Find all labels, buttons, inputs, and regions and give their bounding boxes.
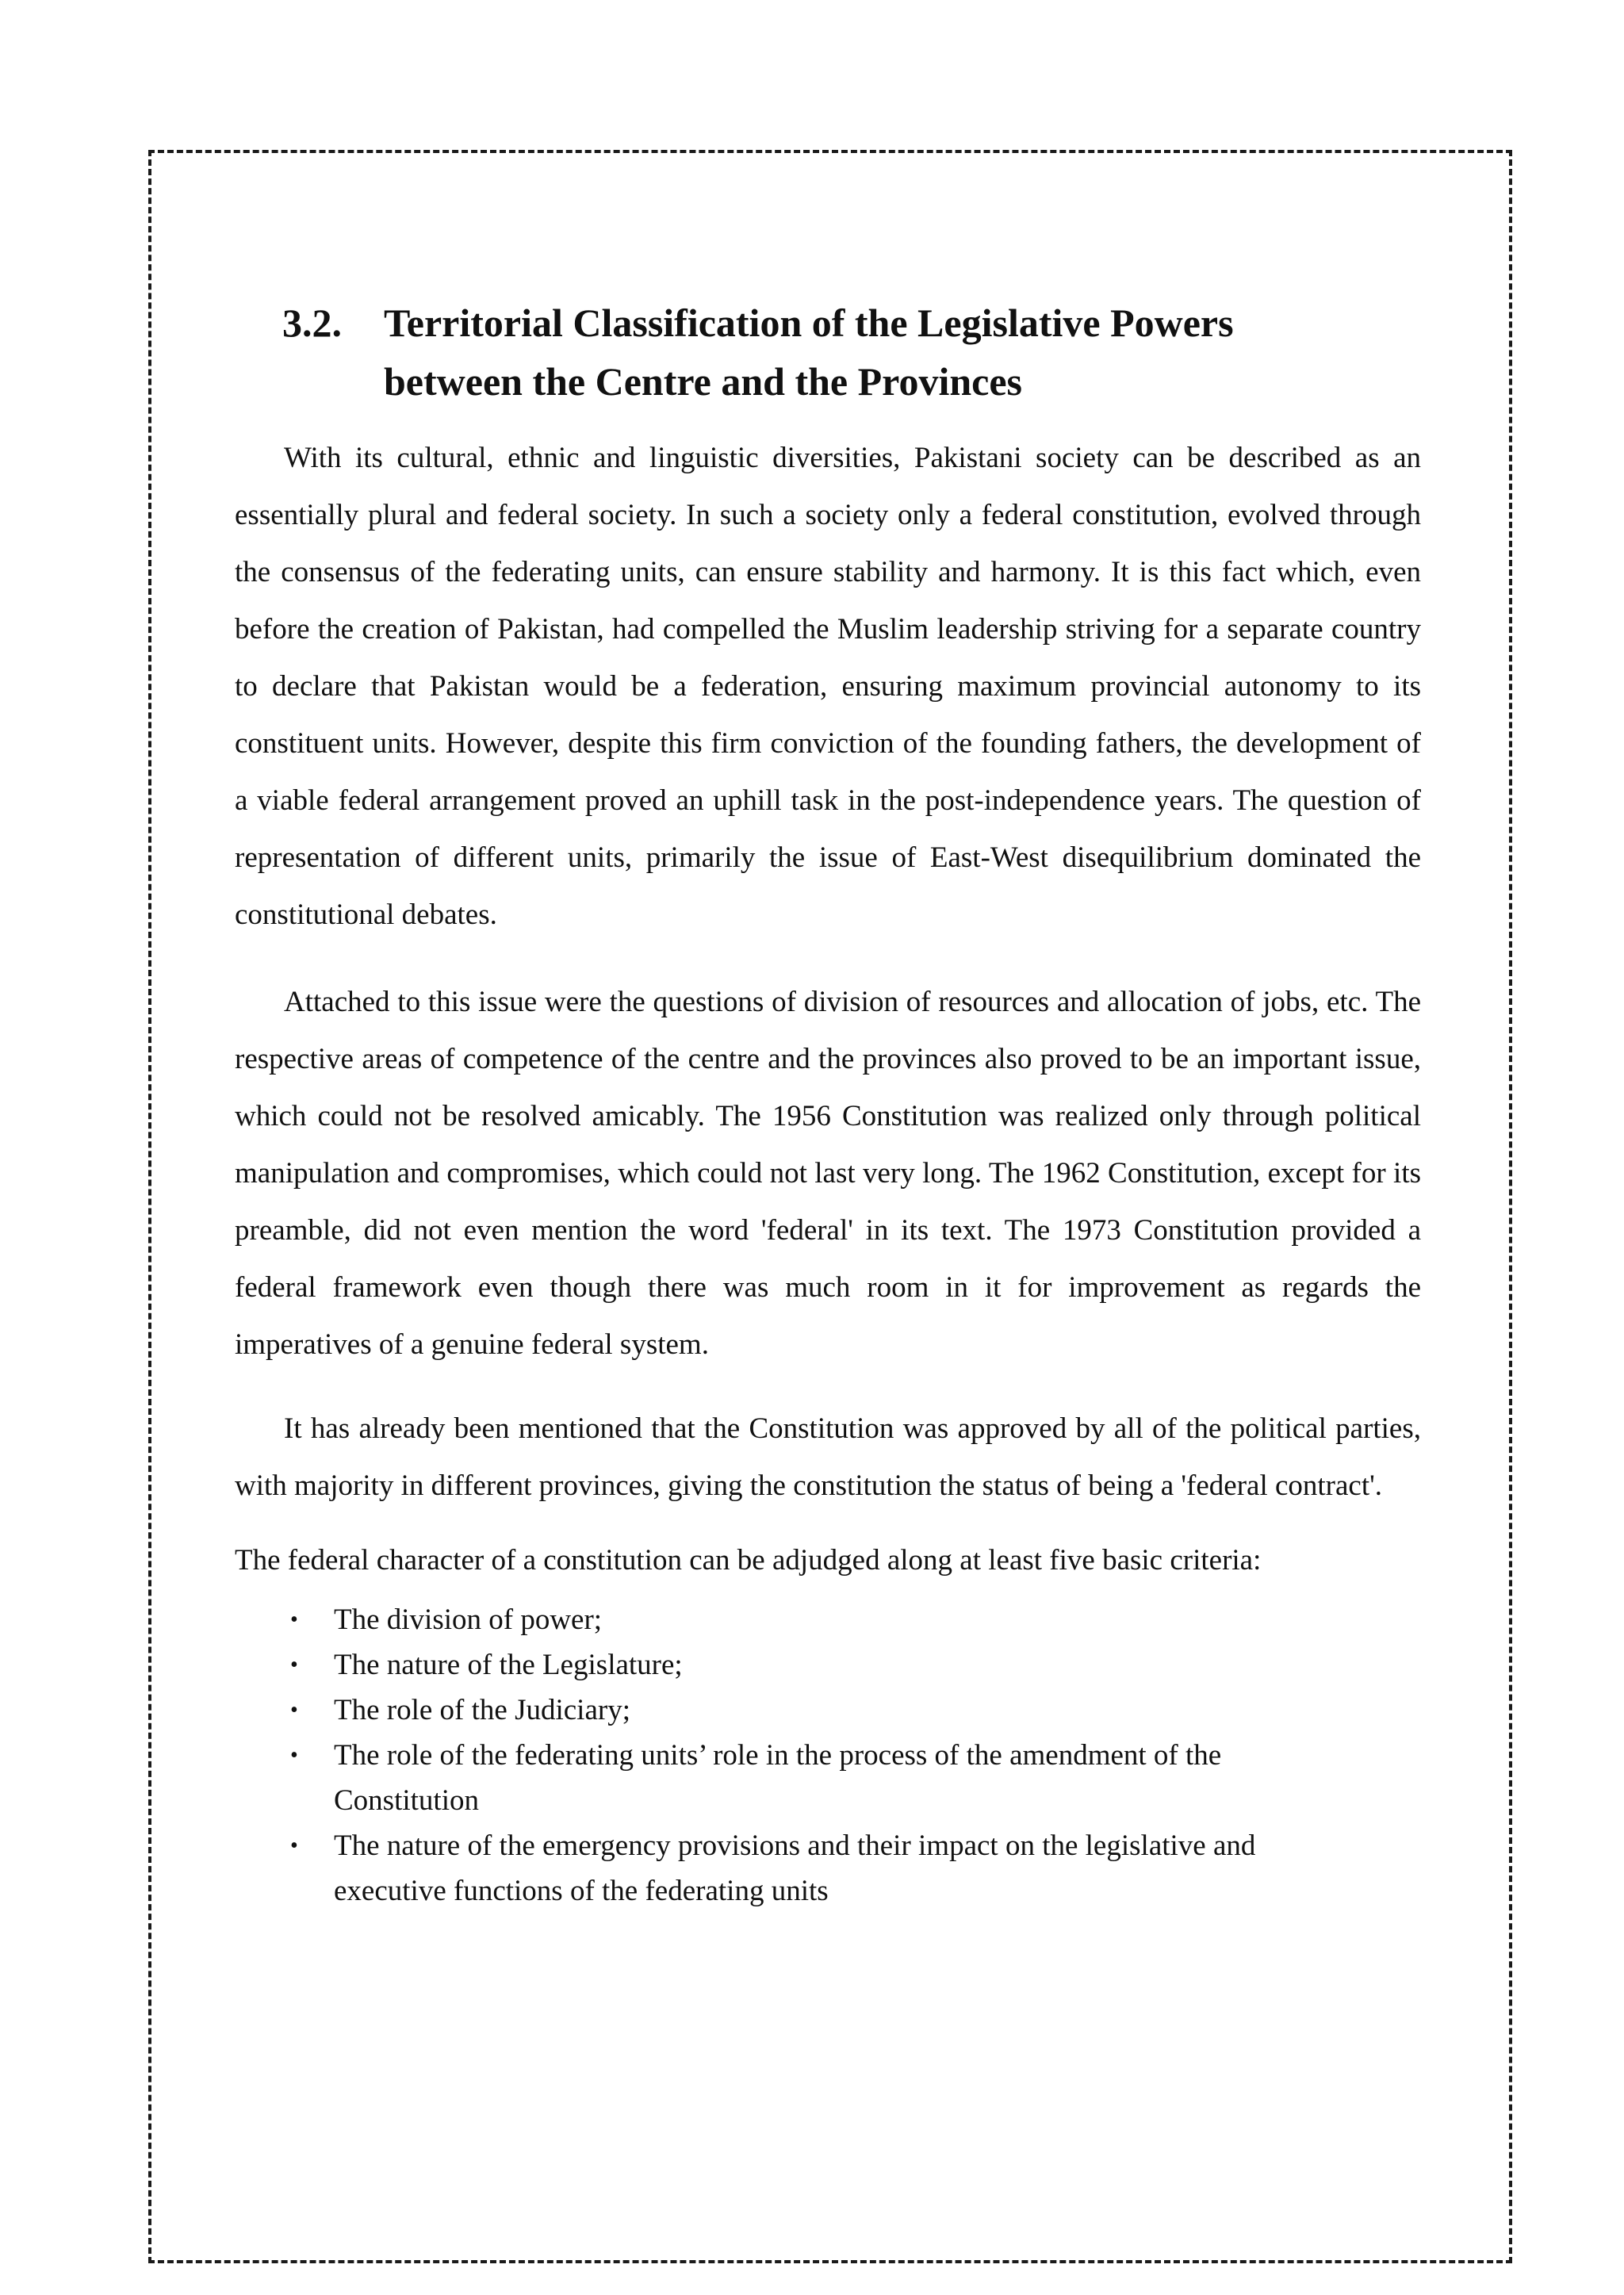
list-item-text: The division of power; xyxy=(334,1603,603,1636)
list-item-text: The nature of the emergency provisions and their impact on the legislative and executive functions of the federating units xyxy=(334,1829,1256,1907)
bullet-icon: • xyxy=(290,1698,298,1722)
bullet-icon: • xyxy=(290,1653,298,1677)
list-item-text: The role of the federating units’ role in the process of the amendment of the Constitution xyxy=(334,1739,1222,1817)
bullet-icon: • xyxy=(290,1607,298,1632)
document-body xyxy=(235,293,1421,1914)
section-number: 3.2. xyxy=(282,301,342,345)
bullet-icon: • xyxy=(290,1833,298,1858)
section-title: Territorial Classification of the Legislative Powers between the Centre and the Provinces xyxy=(384,301,1234,404)
paragraph-resources: Attached to this issue were the questions of division of resources and allocation of jobs, etc. The respective areas of competence of the centre and the provinces also proved to be an important issue, which could not be resolved amicably. The 1956 Constitution was realized only through political manipulation and compromises, which could not last very long. The 1962 Constitution, except for its preamble, did not even mention the word 'federal' in its text. The 1973 Constitution provided a federal framework even though there was much room in it for improvement as regards the imperatives of a genuine federal system. xyxy=(235,986,1421,1361)
paragraph-intro: With its cultural, ethnic and linguistic diversities, Pakistani society can be described as an essentially plural and federal society. In such a society only a federal constitution, evolved through the consensus of the federating units, can ensure stability and harmony. It is this fact which, even before the creation of Pakistan, had compelled the Muslim leadership striving for a separate country to declare that Pakistan would be a federation, ensuring maximum provincial autonomy to its constituent units. However, despite this firm conviction of the founding fathers, the development of a viable federal arrangement proved an uphill task in the post-independence years. The question of representation of different units, primarily the issue of East-West disequilibrium dominated the constitutional debates. xyxy=(235,442,1421,931)
criteria-list xyxy=(235,1597,1421,1914)
list-item xyxy=(235,1642,1325,1688)
list-item-text: The role of the Judiciary; xyxy=(334,1694,630,1726)
list-item xyxy=(235,1597,1325,1642)
paragraph-criteria-intro: The federal character of a constitution can be adjudged along at least five basic criteria: xyxy=(235,1544,1262,1577)
bullet-icon: • xyxy=(290,1743,298,1768)
list-item xyxy=(235,1733,1325,1823)
list-item xyxy=(235,1823,1325,1914)
paragraph-federal-contract: It has already been mentioned that the Constitution was approved by all of the political parties, with majority in different provinces, giving the constitution the status of being a 'federal contract'. xyxy=(235,1412,1421,1502)
section-heading xyxy=(282,293,1421,411)
list-item-text: The nature of the Legislature; xyxy=(334,1649,683,1681)
list-item xyxy=(235,1688,1325,1733)
